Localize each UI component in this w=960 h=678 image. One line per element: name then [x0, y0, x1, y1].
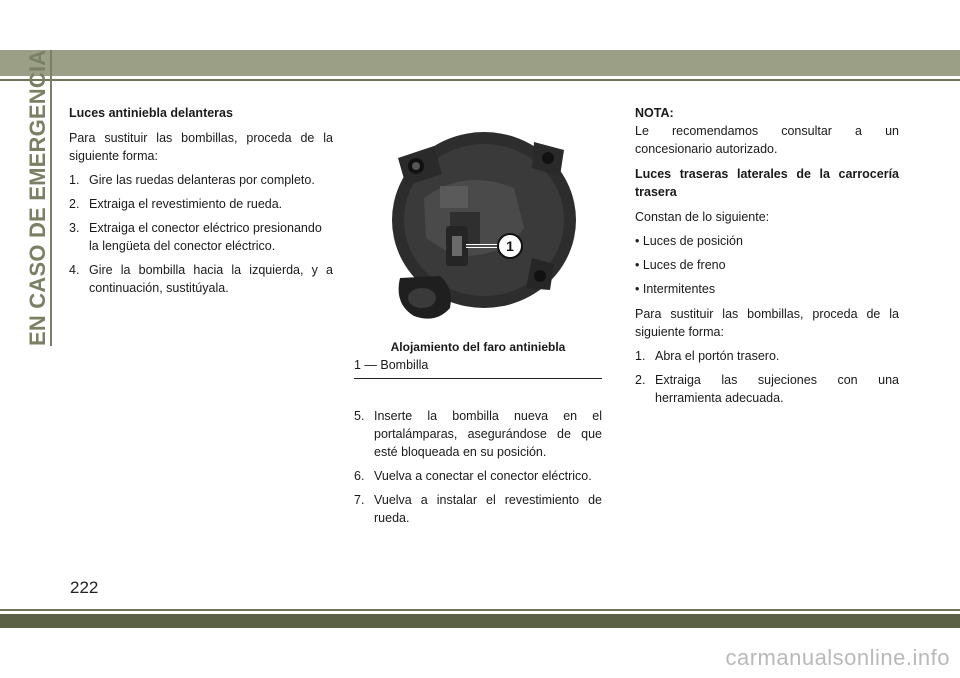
step-text: Vuelva a instalar el revestimiento de rueda.	[374, 493, 602, 525]
column-middle	[354, 128, 602, 527]
header-rule	[0, 79, 960, 81]
step-number: 6.	[354, 469, 365, 483]
note-text: Le recomendamos consultar a un concesionario autorizado.	[635, 124, 899, 156]
intro-text: Para sustituir las bombillas, proceda de la siguiente forma:	[69, 131, 333, 163]
step-number: 5.	[354, 409, 365, 423]
figure-legend: 1 — Bombilla	[354, 356, 602, 379]
header-band	[0, 50, 960, 76]
page-number: 222	[70, 578, 99, 597]
step-text: Gire la bombilla hacia la izquierda, y a continuación, sustitúyala.	[89, 263, 333, 295]
figure-caption: Alojamiento del faro antiniebla	[390, 340, 566, 354]
intro-text: Para sustituir las bombillas, proceda de la siguiente forma:	[635, 307, 899, 339]
list-item	[635, 371, 899, 407]
callout-number: 1	[506, 238, 514, 254]
bullet-item: • Intermitentes	[635, 282, 716, 296]
step-number: 1.	[69, 173, 80, 187]
list-item	[69, 219, 333, 255]
step-text: Extraiga las sujeciones con una herramienta adecuada.	[655, 373, 899, 405]
step-text: Inserte la bombilla nueva en el portalámparas, asegurándose de que esté bloqueada en su posición.	[374, 409, 602, 459]
step-number: 3.	[69, 221, 80, 235]
list-item	[69, 171, 333, 189]
list-item	[69, 261, 333, 297]
step-text: Gire las ruedas delanteras por completo.	[89, 173, 315, 187]
step-number: 1.	[635, 349, 646, 363]
footer-band	[0, 614, 960, 628]
section-heading-fog-lights: Luces antiniebla delanteras	[69, 106, 233, 120]
section-heading-rear-lights: Luces traseras laterales de la carrocería trasera	[635, 167, 899, 199]
list-item	[69, 195, 333, 213]
footer-rule	[0, 609, 960, 611]
column-right	[635, 104, 899, 407]
column-left	[69, 104, 333, 297]
step-text: Extraiga el revestimiento de rueda.	[89, 197, 283, 211]
note-title: NOTA:	[635, 106, 674, 120]
step-number: 2.	[635, 373, 646, 387]
step-number: 2.	[69, 197, 80, 211]
step-text: Vuelva a conectar el conector eléctrico.	[374, 469, 592, 483]
bullet-item: • Luces de posición	[635, 234, 743, 248]
step-text: Abra el portón trasero.	[655, 349, 780, 363]
list-item	[354, 467, 602, 485]
section-side-title: EN CASO DE EMERGENCIA	[25, 49, 50, 346]
step-text: Extraiga el conector eléctrico presionando la lengüeta del conector eléctrico.	[89, 221, 322, 253]
fog-lamp-figure	[354, 128, 602, 338]
fog-lamp-housing-illustration	[354, 128, 602, 338]
step-number: 7.	[354, 493, 365, 507]
bullet-item: • Luces de freno	[635, 258, 726, 272]
list-item	[354, 491, 602, 527]
list-item	[354, 407, 602, 461]
watermark: carmanualsonline.info	[725, 645, 950, 670]
step-number: 4.	[69, 263, 80, 277]
list-item	[635, 347, 899, 365]
intro-text: Constan de lo siguiente:	[635, 210, 770, 224]
